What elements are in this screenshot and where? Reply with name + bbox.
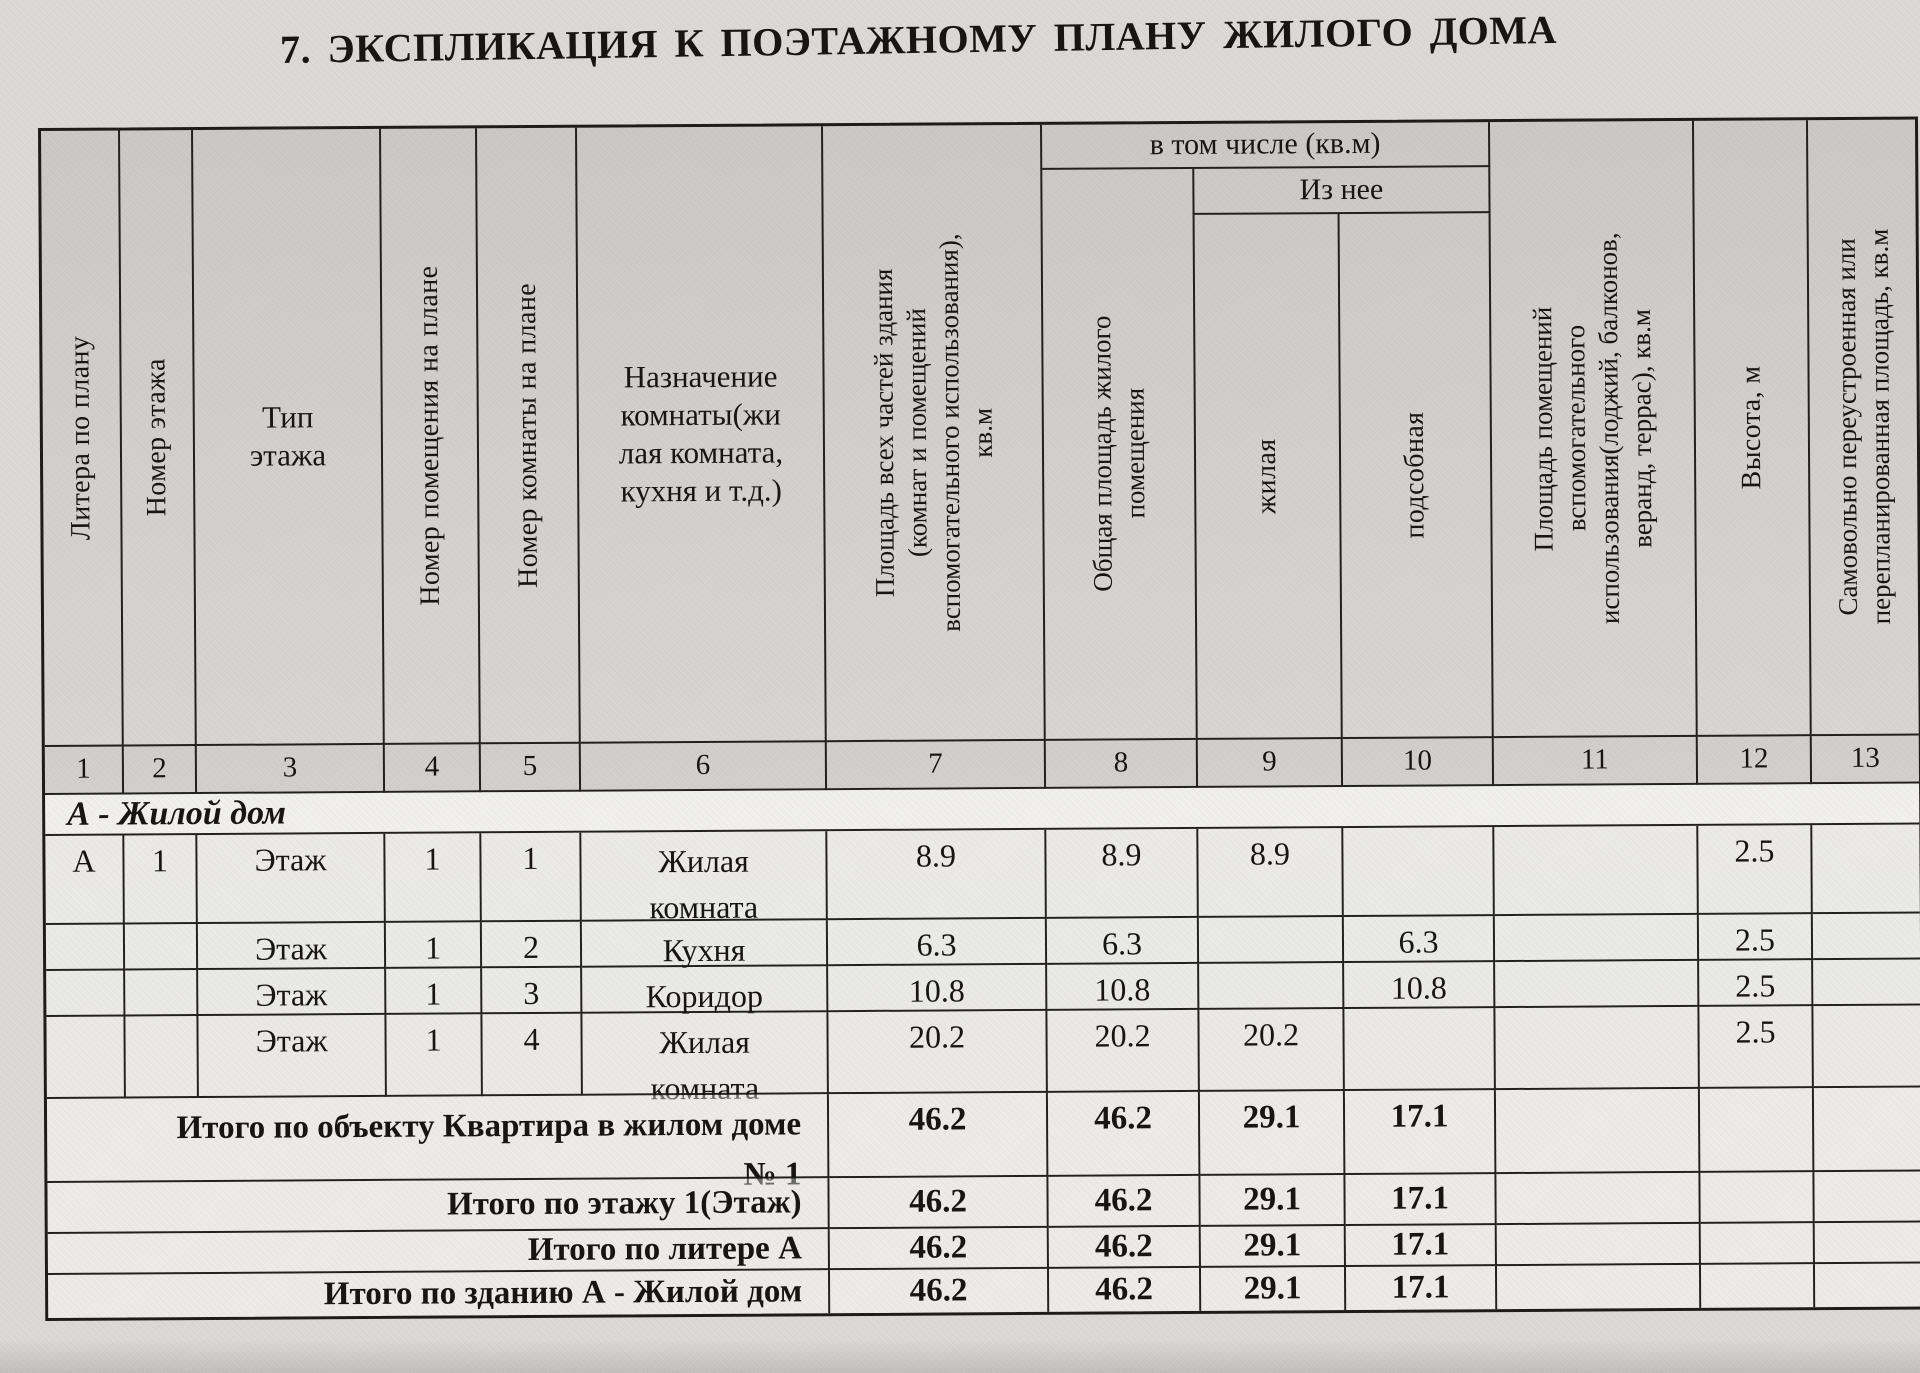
data-cell: 2.5	[1699, 960, 1813, 1007]
data-cell: Этаж	[198, 923, 386, 970]
empty-cell	[1814, 1172, 1920, 1224]
summary-value: 46.2	[1049, 1268, 1201, 1312]
data-cell: Кухня	[582, 920, 828, 968]
col-header-living-total-area-label: Общая площадь жилого помещения	[1086, 315, 1151, 593]
data-cell: 6.3	[1047, 918, 1199, 965]
empty-cell	[1496, 1089, 1701, 1174]
data-cell: 1	[124, 835, 198, 924]
group-header-in-total	[1042, 122, 1490, 170]
data-cell	[46, 1016, 125, 1098]
column-number-13: 13	[1812, 736, 1919, 785]
data-cell	[1813, 914, 1920, 961]
data-cell	[1495, 1007, 1699, 1090]
data-cell	[1495, 961, 1699, 1008]
column-number-9: 9	[1198, 739, 1343, 788]
summary-value: 29.1	[1200, 1091, 1346, 1176]
data-cell: 6.3	[1344, 916, 1495, 963]
data-cell: 1	[386, 1014, 482, 1097]
data-cell: 8.9	[827, 830, 1047, 920]
col-header-premise-number-label: Номер помещения на плане	[412, 265, 446, 606]
data-cell	[1812, 825, 1920, 915]
summary-value: 29.1	[1200, 1175, 1345, 1227]
col-header-litera-label: Литера по плану	[64, 335, 97, 541]
data-cell: 8.9	[1046, 829, 1199, 919]
summary-value: 46.2	[1048, 1092, 1201, 1177]
data-cell: 6.3	[828, 919, 1047, 966]
col-header-room-purpose-label: Назначение комнаты(жи лая комната, кухня и т.д.)	[618, 358, 784, 509]
col-header-room-number-label: Номер комнаты на плане	[510, 282, 544, 588]
data-cell: 1	[386, 922, 482, 969]
data-cell: Коридор	[582, 966, 828, 1014]
data-cell: 2.5	[1699, 914, 1813, 961]
col-header-height	[1694, 120, 1812, 737]
col-header-floor-number-label: Номер этажа	[140, 358, 173, 517]
empty-cell	[1700, 1088, 1815, 1173]
col-header-total-area-label: Площадь всех частей здания (комнат и помещений вспомогательного использования), кв.м	[867, 233, 998, 632]
col-header-living-total-area	[1042, 169, 1197, 741]
summary-value: 17.1	[1345, 1090, 1497, 1175]
summary-value: 46.2	[830, 1269, 1049, 1313]
data-cell: 20.2	[828, 1011, 1047, 1094]
column-number-3: 3	[197, 745, 385, 794]
col-header-aux-premises-area-label: Площадь помещений вспомогательного использования(лоджий, балконов, веранд, террас), кв.м	[1527, 232, 1658, 625]
col-header-unauthorized-area	[1808, 120, 1919, 737]
column-number-6: 6	[581, 742, 827, 792]
group-header-iz-nee	[1194, 167, 1490, 215]
summary-label-building: Итого по зданию А - Жилой дом	[48, 1270, 830, 1318]
empty-cell	[1497, 1265, 1701, 1309]
data-cell: 8.9	[1198, 828, 1344, 918]
col-header-height-label: Высота, м	[1735, 365, 1768, 490]
data-cell: 4	[482, 1014, 582, 1097]
col-header-room-purpose	[577, 126, 827, 743]
col-header-aux-premises-area	[1490, 121, 1698, 738]
col-header-auxiliary	[1340, 213, 1494, 739]
scan-edge-shadow	[0, 1339, 1920, 1373]
column-number-4: 4	[385, 744, 481, 793]
col-header-room-number	[477, 128, 581, 745]
summary-label-litera: Итого по литере А	[48, 1229, 830, 1275]
col-header-premise-number	[381, 128, 481, 745]
data-cell	[1344, 1008, 1495, 1091]
empty-cell	[1497, 1224, 1701, 1266]
empty-cell	[1700, 1172, 1814, 1224]
col-header-living-label: жилая	[1251, 438, 1283, 514]
data-cell: 1	[481, 833, 582, 923]
column-number-7: 7	[827, 741, 1046, 790]
summary-value: 46.2	[1049, 1227, 1201, 1269]
data-cell: 2.5	[1699, 1006, 1813, 1089]
data-cell: 10.8	[1344, 962, 1495, 1009]
document-title: 7. ЭКСПЛИКАЦИЯ К ПОЭТАЖНОМУ ПЛАНУ ЖИЛОГО ДОМА	[279, 6, 1558, 72]
empty-cell	[1814, 1088, 1920, 1173]
summary-value: 17.1	[1345, 1174, 1496, 1226]
data-cell	[125, 1016, 198, 1098]
column-number-8: 8	[1046, 740, 1198, 789]
data-cell: 10.8	[1047, 964, 1199, 1011]
column-number-11: 11	[1494, 737, 1698, 786]
summary-value: 46.2	[829, 1177, 1048, 1229]
data-cell	[1199, 963, 1344, 1010]
col-header-unauthorized-area-label: Самовольно переустроенная или перепланированная площадь, кв.м	[1830, 228, 1896, 625]
data-cell	[1495, 915, 1699, 962]
data-cell: 2.5	[1698, 825, 1813, 915]
data-cell: 20.2	[1199, 1009, 1344, 1092]
col-header-auxiliary-label: подсобная	[1399, 411, 1431, 539]
summary-label-floor: Итого по этажу 1(Этаж)	[47, 1178, 829, 1234]
data-cell: 20.2	[1047, 1010, 1199, 1093]
data-cell: Этаж	[197, 834, 386, 924]
data-cell: 2	[482, 922, 582, 969]
data-cell: 1	[386, 968, 482, 1015]
summary-value: 29.1	[1201, 1267, 1346, 1311]
data-cell	[125, 924, 198, 970]
empty-cell	[1815, 1223, 1920, 1265]
column-number-10: 10	[1343, 738, 1494, 787]
column-number-1: 1	[45, 746, 124, 794]
group-header-in-total-label: в том числе (кв.м)	[1149, 127, 1381, 162]
data-cell: 3	[482, 968, 582, 1015]
col-header-total-area	[823, 125, 1046, 742]
summary-label-object: Итого по объекту Квартира в жилом доме № 1	[47, 1094, 829, 1183]
data-cell	[1494, 826, 1699, 916]
data-cell: 10.8	[828, 965, 1047, 1012]
data-cell	[1199, 917, 1344, 964]
data-cell	[46, 924, 125, 970]
data-cell: Жилая комната	[582, 1012, 828, 1096]
col-header-floor-type	[193, 129, 385, 746]
column-number-5: 5	[481, 744, 581, 793]
data-cell: Жилая комната	[581, 831, 828, 922]
data-cell: 1	[385, 833, 482, 923]
empty-cell	[1701, 1264, 1815, 1308]
data-cell	[1813, 1006, 1920, 1089]
empty-cell	[1815, 1264, 1920, 1308]
column-number-12: 12	[1698, 736, 1812, 785]
data-cell	[1343, 827, 1495, 917]
summary-value: 17.1	[1346, 1225, 1497, 1267]
summary-value: 46.2	[830, 1228, 1049, 1270]
col-header-floor-number	[120, 130, 197, 746]
summary-value: 29.1	[1201, 1226, 1346, 1268]
data-cell	[1813, 960, 1920, 1007]
summary-value: 46.2	[829, 1093, 1049, 1178]
data-cell: А	[45, 835, 125, 924]
column-number-2: 2	[124, 746, 197, 794]
col-header-living	[1195, 214, 1343, 740]
data-cell	[46, 970, 125, 1016]
section-row-building-a: А - Жилой дом	[45, 784, 1919, 836]
empty-cell	[1496, 1173, 1700, 1225]
col-header-floor-type-label: Тип этажа	[249, 399, 327, 473]
data-cell	[125, 970, 198, 1016]
explication-table	[38, 117, 1920, 1321]
summary-value: 17.1	[1346, 1266, 1497, 1310]
col-header-litera	[41, 130, 124, 746]
empty-cell	[1701, 1223, 1815, 1265]
data-cell: Этаж	[198, 1015, 386, 1098]
summary-value: 46.2	[1048, 1176, 1200, 1228]
data-cell: Этаж	[198, 969, 386, 1016]
group-header-iz-nee-label: Из нее	[1299, 172, 1384, 206]
